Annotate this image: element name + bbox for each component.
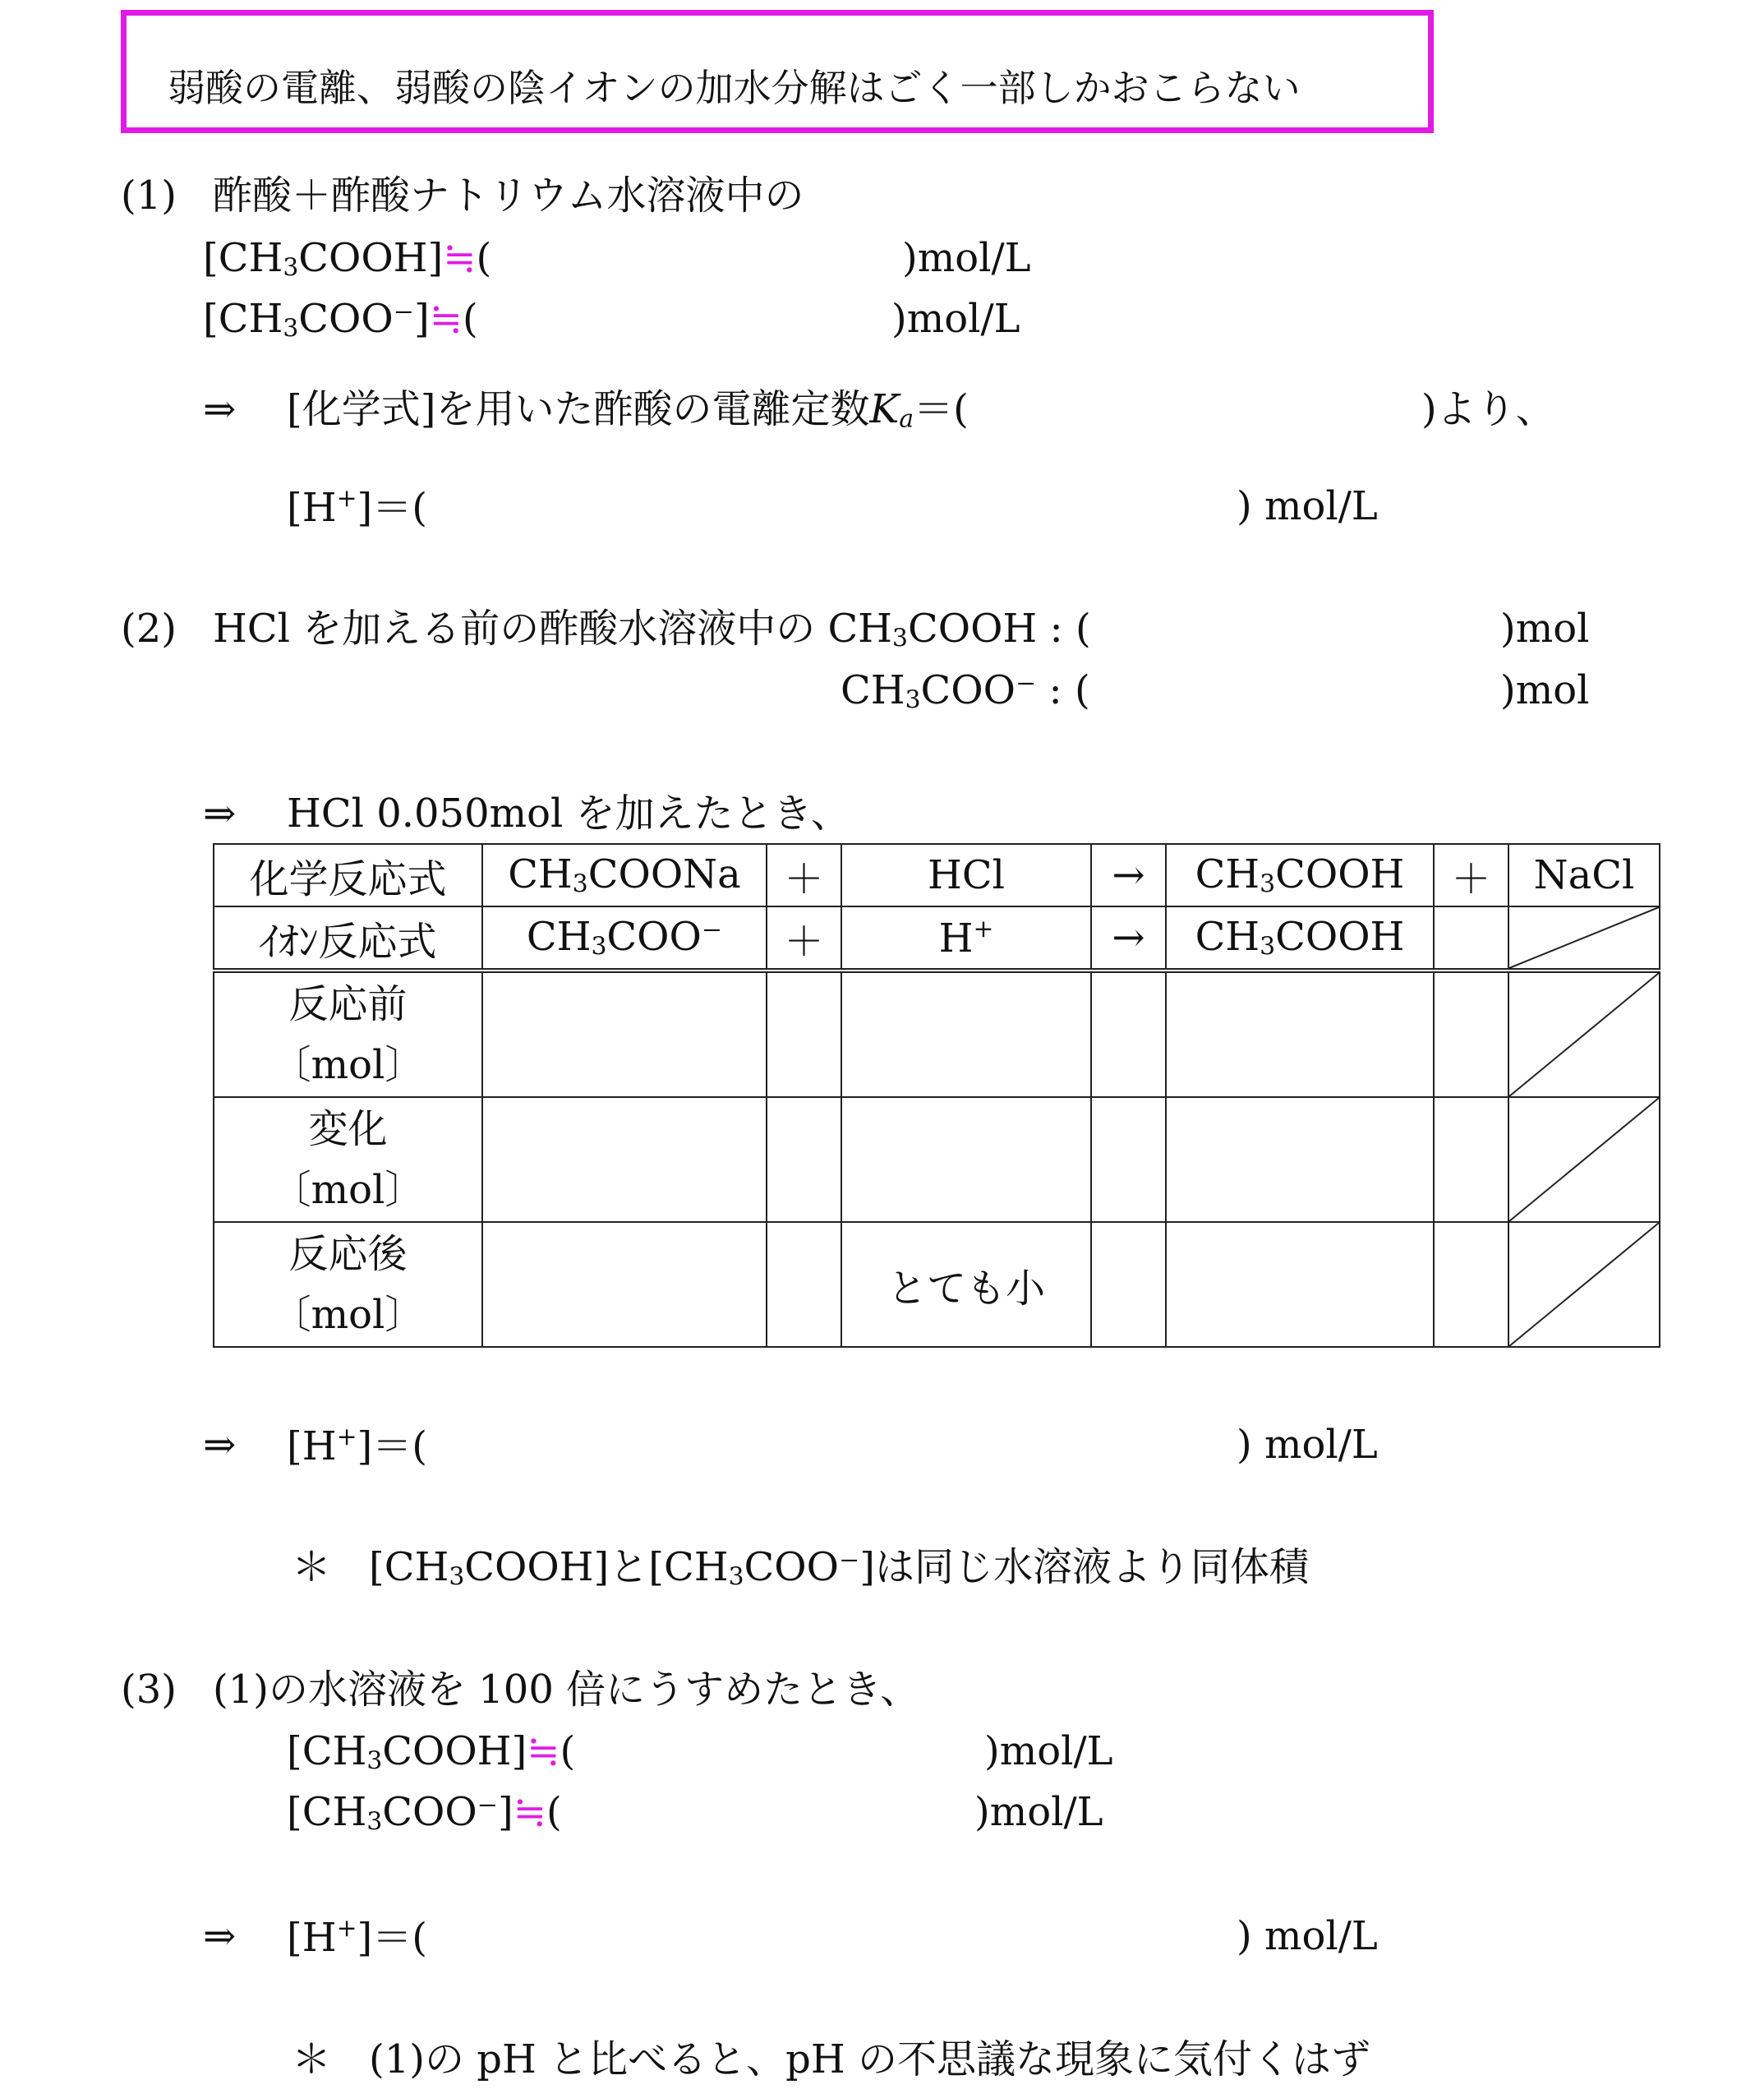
approx-sign: ≒ [429,296,463,342]
cell-diagonal [1508,1097,1660,1222]
table-row-after [214,1222,1660,1347]
arrow-icon: ⇒ [203,386,237,432]
title-box [121,10,1434,133]
q2-h-line: [H+]＝( [287,1423,427,1469]
approx-sign: ≒ [513,1789,546,1835]
cell-very-small: とても小 [841,1222,1091,1347]
q1-text: 酢酸＋酢酸ナトリウム水溶液中の [213,173,804,219]
ka-symbol: $K_a$ [869,386,914,434]
q1-acid-line: $[CH_3COOH]≒$( [203,235,492,283]
q1-ka-suffix: )より、 [1421,386,1555,432]
q1-h-unit: ) mol/L [1237,483,1378,529]
asterisk-icon: ＊ [292,2036,332,2082]
q2-number: (2) [121,606,177,652]
q3-ion-unit: )mol/L [974,1789,1103,1835]
cell-plus: ＋ [767,844,841,906]
cell-blank [1166,1222,1434,1347]
cell-plus: ＋ [767,906,841,971]
cell-product1: $CH_3COOH$ [1166,906,1434,971]
cell-reactant1: $CH_3COO^-$ [482,906,767,971]
cell-product1: $CH_3COOH$ [1166,844,1434,906]
cell-reactant2: H+ [841,906,1091,971]
cell-reactant1: $CH_3COONa$ [482,844,767,906]
approx-sign: ≒ [527,1728,560,1774]
cell-diagonal [1508,906,1660,971]
cell-blank [1091,1097,1166,1222]
q2-line2: $CH_3COO^-$ : ( [841,667,1090,715]
cell-blank [482,971,767,1097]
q3-h-unit: ) mol/L [1237,1913,1378,1959]
cell-blank [482,1097,767,1222]
q3-text: (1)の水溶液を 100 倍にうすめたとき、 [213,1667,920,1713]
q1-ka-line: [化学式]を用いた酢酸の電離定数$K_a=$( [287,386,969,434]
arrow-icon: ⇒ [203,1913,237,1959]
cell-arrow: → [1091,844,1166,906]
cell-blank [1434,1222,1508,1347]
cell-blank [767,1222,841,1347]
q3-note: (1)の pH と比べると、pH の不思議な現象に気付くはず [369,2036,1370,2082]
table-row-before [214,971,1660,1097]
cell-arrow: → [1091,906,1166,971]
cell-reactant2: HCl [841,844,1091,906]
cell-blank [482,1222,767,1347]
q3-h-line: [H+]＝( [287,1914,427,1961]
asterisk-icon: ＊ [292,1544,332,1590]
cell-product2: NaCl [1508,844,1660,906]
q3-acid-unit: )mol/L [984,1728,1113,1774]
table-row-change [214,1097,1660,1222]
cell-diagonal [1508,1222,1660,1347]
q1-ion-line: $[CH_3COO^-]≒$( [203,296,478,344]
q2-unit2: )mol [1500,667,1590,713]
q3-acid-line: $[CH_3COOH]≒$( [287,1728,576,1776]
row-label: 化学反応式 [214,844,482,906]
q2-line1: HCl を加える前の酢酸水溶液中の $CH_3COOH$ : ( [213,606,1091,653]
q2-note: $[CH_3COOH]$と$[CH_3COO^-]$は同じ水溶液より同体積 [369,1544,1310,1592]
q1-acid-unit: )mol/L [902,235,1031,281]
cell-blank [1166,1097,1434,1222]
arrow-icon: ⇒ [203,1422,237,1468]
q1-h-line: [H+]＝( [287,484,427,531]
table-row-chemical-equation [214,844,1660,906]
row-label: ｲｵﾝ反応式 [214,906,482,971]
cell-blank [767,1097,841,1222]
row-label: 反応前 〔mol〕 [214,971,482,1097]
q2-add-text: HCl 0.050mol を加えたとき、 [287,791,850,837]
cell-blank [841,1097,1091,1222]
title-text: 弱酸の電離、弱酸の陰イオンの加水分解はごく一部しかおこらない [168,66,1301,110]
cell-blank [841,971,1091,1097]
q2-unit1: )mol [1500,606,1590,652]
approx-sign: ≒ [443,235,477,281]
q2-h-unit: ) mol/L [1237,1422,1378,1468]
cell-blank [767,971,841,1097]
q1-number: (1) [121,173,177,219]
table-row-ionic-equation [214,906,1660,971]
cell-blank [1091,1222,1166,1347]
cell-blank [1166,971,1434,1097]
cell-empty [1434,906,1508,971]
q3-number: (3) [121,1667,177,1713]
row-label: 変化 〔mol〕 [214,1097,482,1222]
reaction-table [213,843,1660,1348]
cell-blank [1434,1097,1508,1222]
row-label: 反応後 〔mol〕 [214,1222,482,1347]
cell-diagonal [1508,971,1660,1097]
cell-plus: ＋ [1434,844,1508,906]
cell-blank [1091,971,1166,1097]
arrow-icon: ⇒ [203,791,237,837]
cell-blank [1434,971,1508,1097]
q1-ion-unit: )mol/L [891,296,1020,342]
q3-ion-line: $[CH_3COO^-]≒$( [287,1789,562,1837]
